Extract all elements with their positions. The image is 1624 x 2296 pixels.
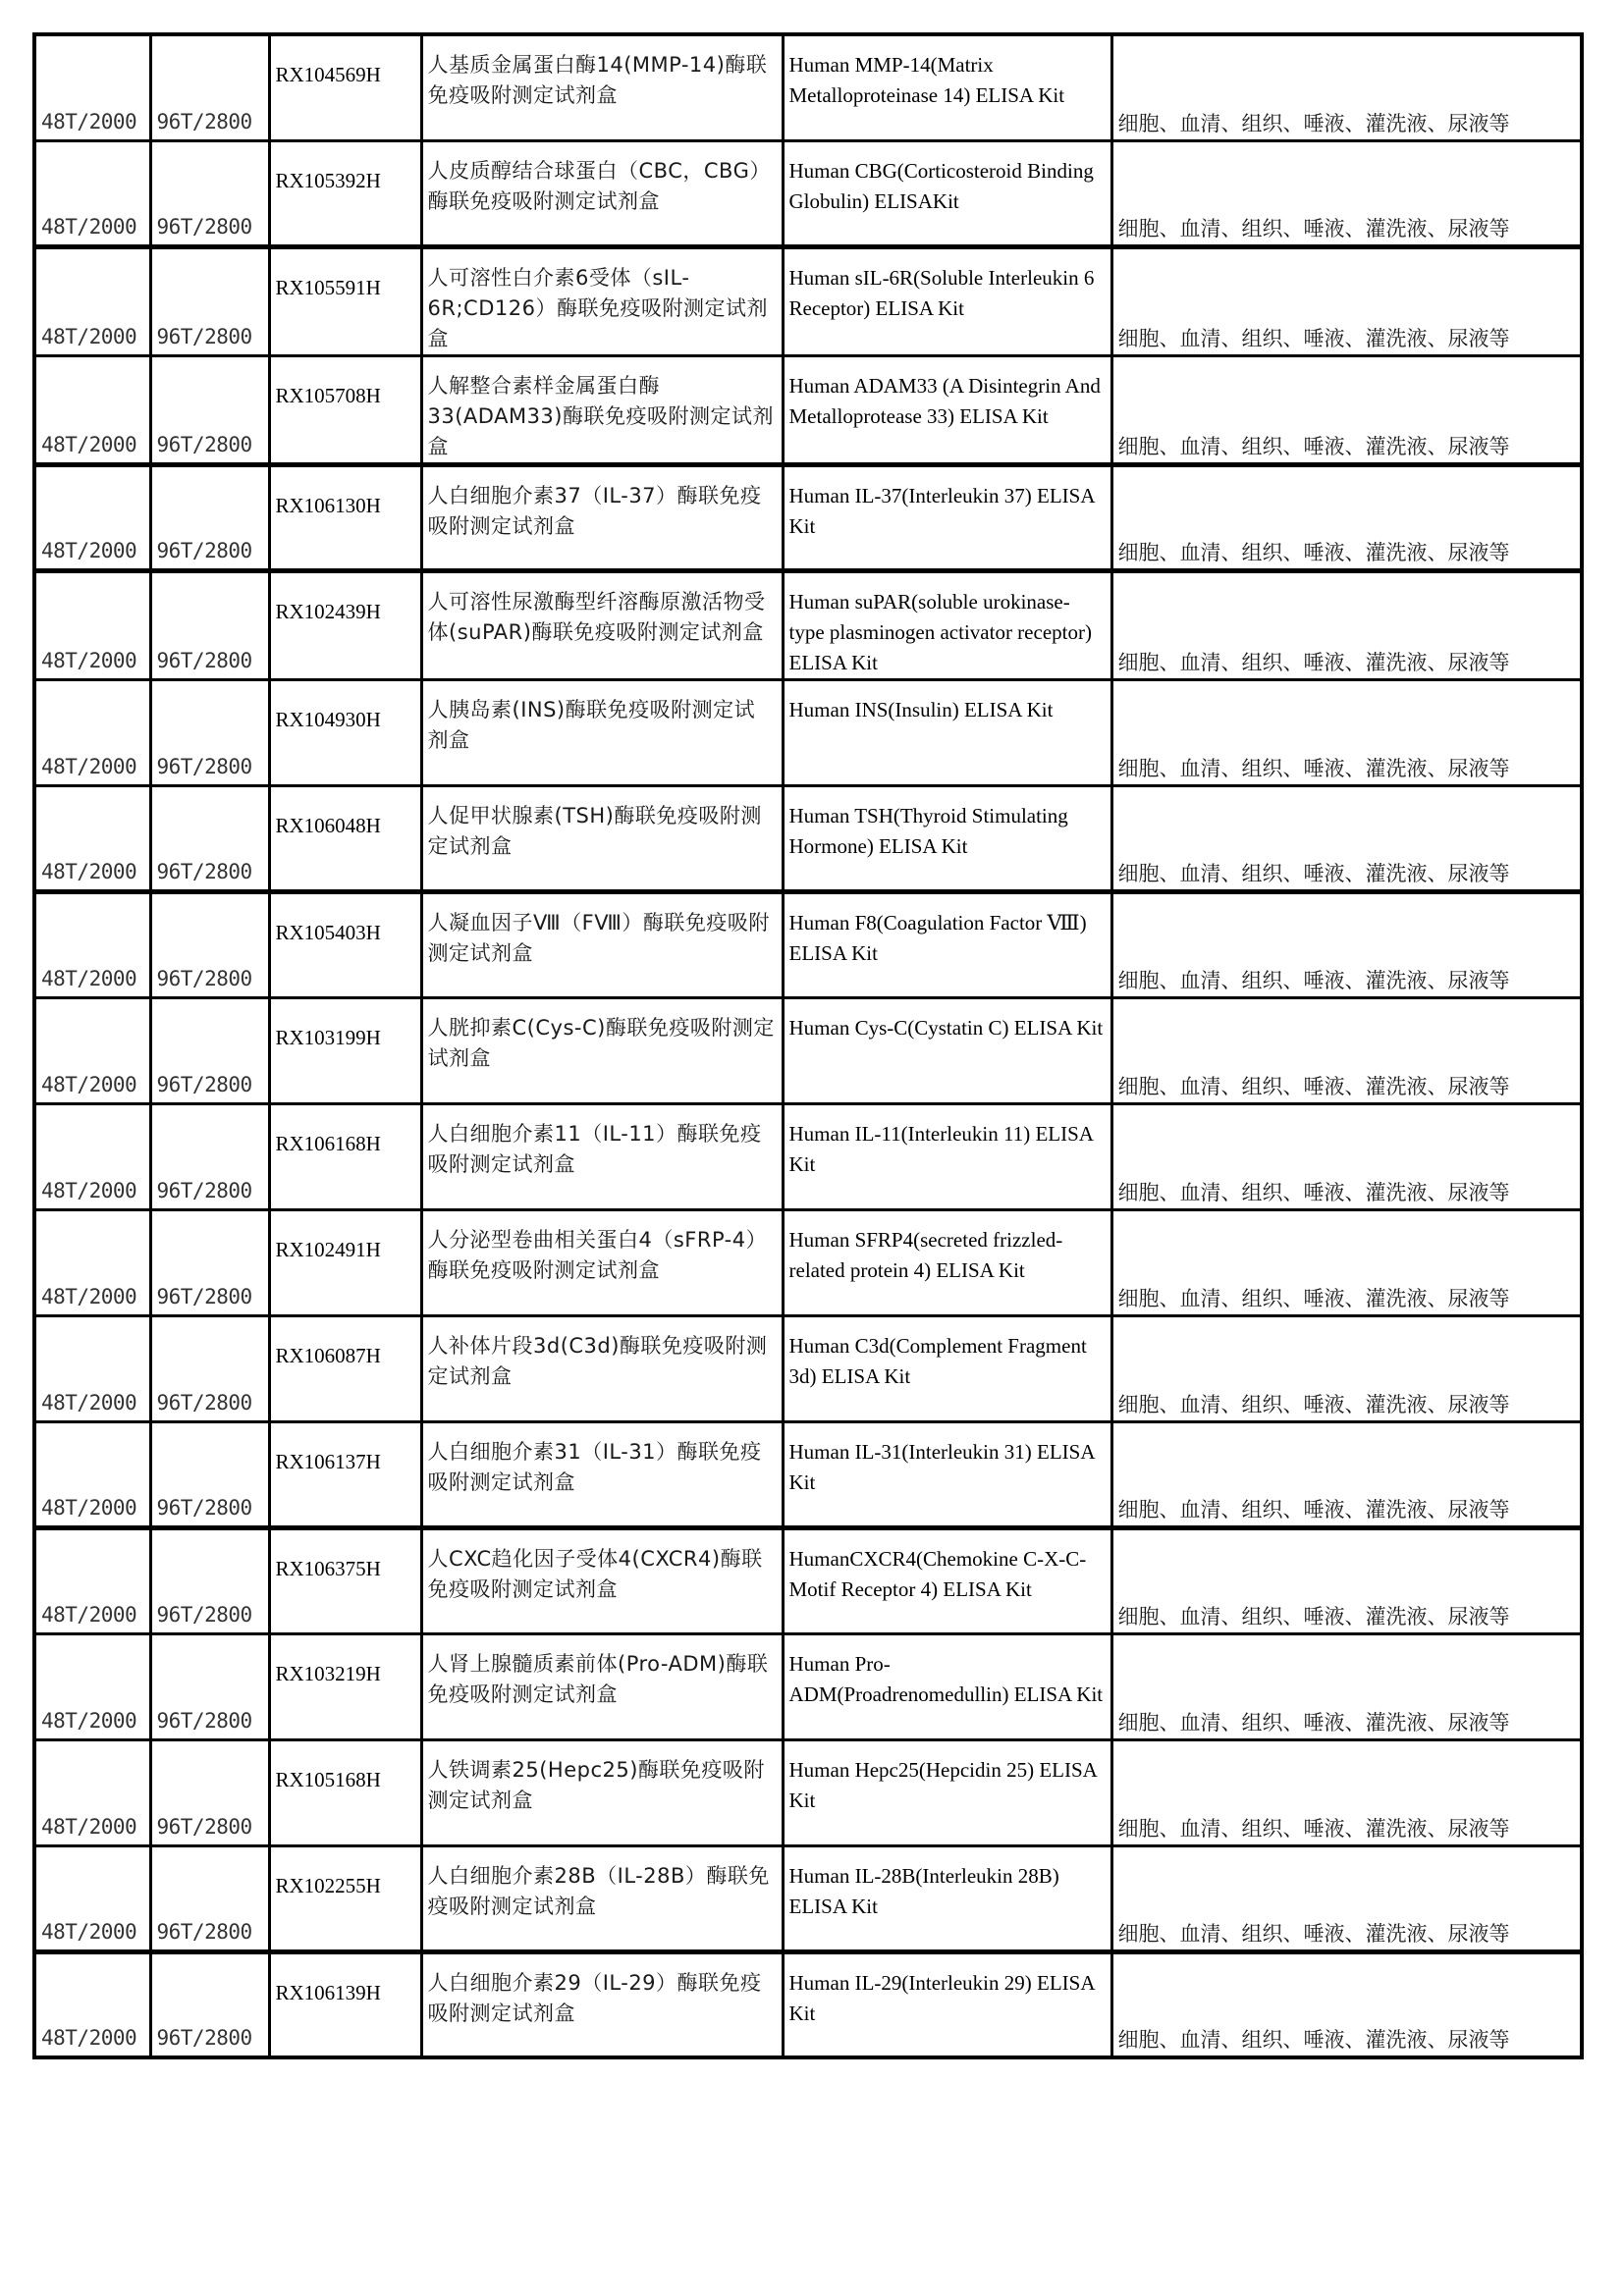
price-96t-cell: 96T/2800 — [150, 1527, 269, 1633]
price-48t-cell: 48T/2000 — [34, 1421, 150, 1527]
catalog-number-cell: RX105591H — [269, 246, 421, 355]
sample-types-cell: 细胞、血清、组织、唾液、灌洗液、尿液等 — [1111, 679, 1582, 785]
english-name-cell: Human Cys-C(Cystatin C) ELISA Kit — [783, 997, 1111, 1103]
price-48t-cell: 48T/2000 — [34, 891, 150, 997]
chinese-name-cell: 人凝血因子Ⅷ（FⅧ）酶联免疫吸附测定试剂盒 — [421, 891, 783, 997]
table-row — [34, 1209, 1582, 1315]
catalog-number-cell: RX102255H — [269, 1845, 421, 1951]
price-48t-cell: 48T/2000 — [34, 1633, 150, 1739]
price-48t-cell: 48T/2000 — [34, 34, 150, 140]
catalog-number-cell: RX106048H — [269, 785, 421, 891]
english-name-cell: Human F8(Coagulation Factor Ⅷ) ELISA Kit — [783, 891, 1111, 997]
chinese-name-cell: 人补体片段3d(C3d)酶联免疫吸附测定试剂盒 — [421, 1315, 783, 1421]
sample-types-cell: 细胞、血清、组织、唾液、灌洗液、尿液等 — [1111, 355, 1582, 464]
sample-types-cell: 细胞、血清、组织、唾液、灌洗液、尿液等 — [1111, 1951, 1582, 2057]
table-row — [34, 891, 1582, 997]
english-name-cell: Human INS(Insulin) ELISA Kit — [783, 679, 1111, 785]
price-48t-cell: 48T/2000 — [34, 246, 150, 355]
price-48t-cell: 48T/2000 — [34, 785, 150, 891]
catalog-number-cell: RX106130H — [269, 464, 421, 570]
english-name-cell: Human Hepc25(Hepcidin 25) ELISA Kit — [783, 1739, 1111, 1845]
table-row — [34, 570, 1582, 679]
price-48t-cell: 48T/2000 — [34, 1951, 150, 2057]
price-96t-cell: 96T/2800 — [150, 464, 269, 570]
chinese-name-cell: 人肾上腺髓质素前体(Pro-ADM)酶联免疫吸附测定试剂盒 — [421, 1633, 783, 1739]
sample-types-cell: 细胞、血清、组织、唾液、灌洗液、尿液等 — [1111, 785, 1582, 891]
chinese-name-cell: 人白细胞介素28B（IL-28B）酶联免疫吸附测定试剂盒 — [421, 1845, 783, 1951]
table-row — [34, 355, 1582, 464]
english-name-cell: Human MMP-14(Matrix Metalloproteinase 14) ELISA Kit — [783, 34, 1111, 140]
english-name-cell: Human SFRP4(secreted frizzled-related protein 4) ELISA Kit — [783, 1209, 1111, 1315]
english-name-cell: Human CBG(Corticosteroid Binding Globulin) ELISAKit — [783, 140, 1111, 246]
table-row — [34, 1315, 1582, 1421]
sample-types-cell: 细胞、血清、组织、唾液、灌洗液、尿液等 — [1111, 1421, 1582, 1527]
price-96t-cell: 96T/2800 — [150, 570, 269, 679]
english-name-cell: HumanCXCR4(Chemokine C-X-C-Motif Receptor 4) ELISA Kit — [783, 1527, 1111, 1633]
price-96t-cell: 96T/2800 — [150, 1951, 269, 2057]
sample-types-cell: 细胞、血清、组织、唾液、灌洗液、尿液等 — [1111, 246, 1582, 355]
price-48t-cell: 48T/2000 — [34, 570, 150, 679]
english-name-cell: Human IL-29(Interleukin 29) ELISA Kit — [783, 1951, 1111, 2057]
sample-types-cell: 细胞、血清、组织、唾液、灌洗液、尿液等 — [1111, 140, 1582, 246]
chinese-name-cell: 人胰岛素(INS)酶联免疫吸附测定试剂盒 — [421, 679, 783, 785]
table-row — [34, 1845, 1582, 1951]
sample-types-cell: 细胞、血清、组织、唾液、灌洗液、尿液等 — [1111, 891, 1582, 997]
price-48t-cell: 48T/2000 — [34, 355, 150, 464]
price-96t-cell: 96T/2800 — [150, 785, 269, 891]
chinese-name-cell: 人基质金属蛋白酶14(MMP-14)酶联免疫吸附测定试剂盒 — [421, 34, 783, 140]
catalog-number-cell: RX106168H — [269, 1103, 421, 1209]
price-48t-cell: 48T/2000 — [34, 140, 150, 246]
price-96t-cell: 96T/2800 — [150, 1739, 269, 1845]
catalog-number-cell: RX105168H — [269, 1739, 421, 1845]
chinese-name-cell: 人解整合素样金属蛋白酶33(ADAM33)酶联免疫吸附测定试剂盒 — [421, 355, 783, 464]
chinese-name-cell: 人促甲状腺素(TSH)酶联免疫吸附测定试剂盒 — [421, 785, 783, 891]
price-96t-cell: 96T/2800 — [150, 140, 269, 246]
sample-types-cell: 细胞、血清、组织、唾液、灌洗液、尿液等 — [1111, 1209, 1582, 1315]
table-row — [34, 34, 1582, 140]
table-row — [34, 1739, 1582, 1845]
english-name-cell: Human IL-11(Interleukin 11) ELISA Kit — [783, 1103, 1111, 1209]
english-name-cell: Human sIL-6R(Soluble Interleukin 6 Receptor) ELISA Kit — [783, 246, 1111, 355]
english-name-cell: Human IL-28B(Interleukin 28B) ELISA Kit — [783, 1845, 1111, 1951]
sample-types-cell: 细胞、血清、组织、唾液、灌洗液、尿液等 — [1111, 34, 1582, 140]
price-48t-cell: 48T/2000 — [34, 1845, 150, 1951]
sample-types-cell: 细胞、血清、组织、唾液、灌洗液、尿液等 — [1111, 1739, 1582, 1845]
chinese-name-cell: 人铁调素25(Hepc25)酶联免疫吸附测定试剂盒 — [421, 1739, 783, 1845]
chinese-name-cell: 人胱抑素C(Cys-C)酶联免疫吸附测定试剂盒 — [421, 997, 783, 1103]
chinese-name-cell: 人白细胞介素11（IL-11）酶联免疫吸附测定试剂盒 — [421, 1103, 783, 1209]
sample-types-cell: 细胞、血清、组织、唾液、灌洗液、尿液等 — [1111, 997, 1582, 1103]
sample-types-cell: 细胞、血清、组织、唾液、灌洗液、尿液等 — [1111, 1103, 1582, 1209]
table-row — [34, 1527, 1582, 1633]
table-body — [34, 34, 1582, 2057]
table-row — [34, 246, 1582, 355]
price-96t-cell: 96T/2800 — [150, 997, 269, 1103]
price-48t-cell: 48T/2000 — [34, 1739, 150, 1845]
sample-types-cell: 细胞、血清、组织、唾液、灌洗液、尿液等 — [1111, 570, 1582, 679]
table-row — [34, 679, 1582, 785]
table-row — [34, 1951, 1582, 2057]
english-name-cell: Human ADAM33 (A Disintegrin And Metalloprotease 33) ELISA Kit — [783, 355, 1111, 464]
price-96t-cell: 96T/2800 — [150, 1633, 269, 1739]
price-96t-cell: 96T/2800 — [150, 1421, 269, 1527]
english-name-cell: Human IL-37(Interleukin 37) ELISA Kit — [783, 464, 1111, 570]
table-row — [34, 997, 1582, 1103]
price-48t-cell: 48T/2000 — [34, 464, 150, 570]
catalog-number-cell: RX102491H — [269, 1209, 421, 1315]
table-row — [34, 464, 1582, 570]
chinese-name-cell: 人皮质醇结合球蛋白（CBC，CBG）酶联免疫吸附测定试剂盒 — [421, 140, 783, 246]
sample-types-cell: 细胞、血清、组织、唾液、灌洗液、尿液等 — [1111, 1633, 1582, 1739]
english-name-cell: Human C3d(Complement Fragment 3d) ELISA Kit — [783, 1315, 1111, 1421]
price-96t-cell: 96T/2800 — [150, 355, 269, 464]
catalog-number-cell: RX105392H — [269, 140, 421, 246]
price-96t-cell: 96T/2800 — [150, 34, 269, 140]
english-name-cell: Human IL-31(Interleukin 31) ELISA Kit — [783, 1421, 1111, 1527]
chinese-name-cell: 人可溶性白介素6受体（sIL-6R;CD126）酶联免疫吸附测定试剂盒 — [421, 246, 783, 355]
price-48t-cell: 48T/2000 — [34, 1209, 150, 1315]
catalog-number-cell: RX102439H — [269, 570, 421, 679]
price-48t-cell: 48T/2000 — [34, 1527, 150, 1633]
sample-types-cell: 细胞、血清、组织、唾液、灌洗液、尿液等 — [1111, 1527, 1582, 1633]
table-row — [34, 140, 1582, 246]
price-96t-cell: 96T/2800 — [150, 246, 269, 355]
catalog-number-cell: RX106137H — [269, 1421, 421, 1527]
chinese-name-cell: 人CXC趋化因子受体4(CXCR4)酶联免疫吸附测定试剂盒 — [421, 1527, 783, 1633]
catalog-number-cell: RX103199H — [269, 997, 421, 1103]
catalog-number-cell: RX104569H — [269, 34, 421, 140]
sample-types-cell: 细胞、血清、组织、唾液、灌洗液、尿液等 — [1111, 1845, 1582, 1951]
catalog-number-cell: RX106375H — [269, 1527, 421, 1633]
chinese-name-cell: 人可溶性尿激酶型纤溶酶原激活物受体(suPAR)酶联免疫吸附测定试剂盒 — [421, 570, 783, 679]
catalog-number-cell: RX105708H — [269, 355, 421, 464]
table-row — [34, 1633, 1582, 1739]
table-row — [34, 785, 1582, 891]
price-96t-cell: 96T/2800 — [150, 679, 269, 785]
table-row — [34, 1421, 1582, 1527]
price-48t-cell: 48T/2000 — [34, 1315, 150, 1421]
product-table — [32, 32, 1584, 2059]
chinese-name-cell: 人分泌型卷曲相关蛋白4（sFRP-4）酶联免疫吸附测定试剂盒 — [421, 1209, 783, 1315]
sample-types-cell: 细胞、血清、组织、唾液、灌洗液、尿液等 — [1111, 1315, 1582, 1421]
sample-types-cell: 细胞、血清、组织、唾液、灌洗液、尿液等 — [1111, 464, 1582, 570]
price-96t-cell: 96T/2800 — [150, 1845, 269, 1951]
chinese-name-cell: 人白细胞介素31（IL-31）酶联免疫吸附测定试剂盒 — [421, 1421, 783, 1527]
price-48t-cell: 48T/2000 — [34, 997, 150, 1103]
english-name-cell: Human suPAR(soluble urokinase-type plasminogen activator receptor) ELISA Kit — [783, 570, 1111, 679]
english-name-cell: Human TSH(Thyroid Stimulating Hormone) ELISA Kit — [783, 785, 1111, 891]
catalog-number-cell: RX106087H — [269, 1315, 421, 1421]
price-96t-cell: 96T/2800 — [150, 891, 269, 997]
catalog-number-cell: RX104930H — [269, 679, 421, 785]
english-name-cell: Human Pro-ADM(Proadrenomedullin) ELISA Kit — [783, 1633, 1111, 1739]
catalog-number-cell: RX105403H — [269, 891, 421, 997]
catalog-number-cell: RX106139H — [269, 1951, 421, 2057]
price-48t-cell: 48T/2000 — [34, 1103, 150, 1209]
price-48t-cell: 48T/2000 — [34, 679, 150, 785]
table-row — [34, 1103, 1582, 1209]
price-96t-cell: 96T/2800 — [150, 1209, 269, 1315]
chinese-name-cell: 人白细胞介素37（IL-37）酶联免疫吸附测定试剂盒 — [421, 464, 783, 570]
catalog-number-cell: RX103219H — [269, 1633, 421, 1739]
price-96t-cell: 96T/2800 — [150, 1315, 269, 1421]
chinese-name-cell: 人白细胞介素29（IL-29）酶联免疫吸附测定试剂盒 — [421, 1951, 783, 2057]
price-96t-cell: 96T/2800 — [150, 1103, 269, 1209]
